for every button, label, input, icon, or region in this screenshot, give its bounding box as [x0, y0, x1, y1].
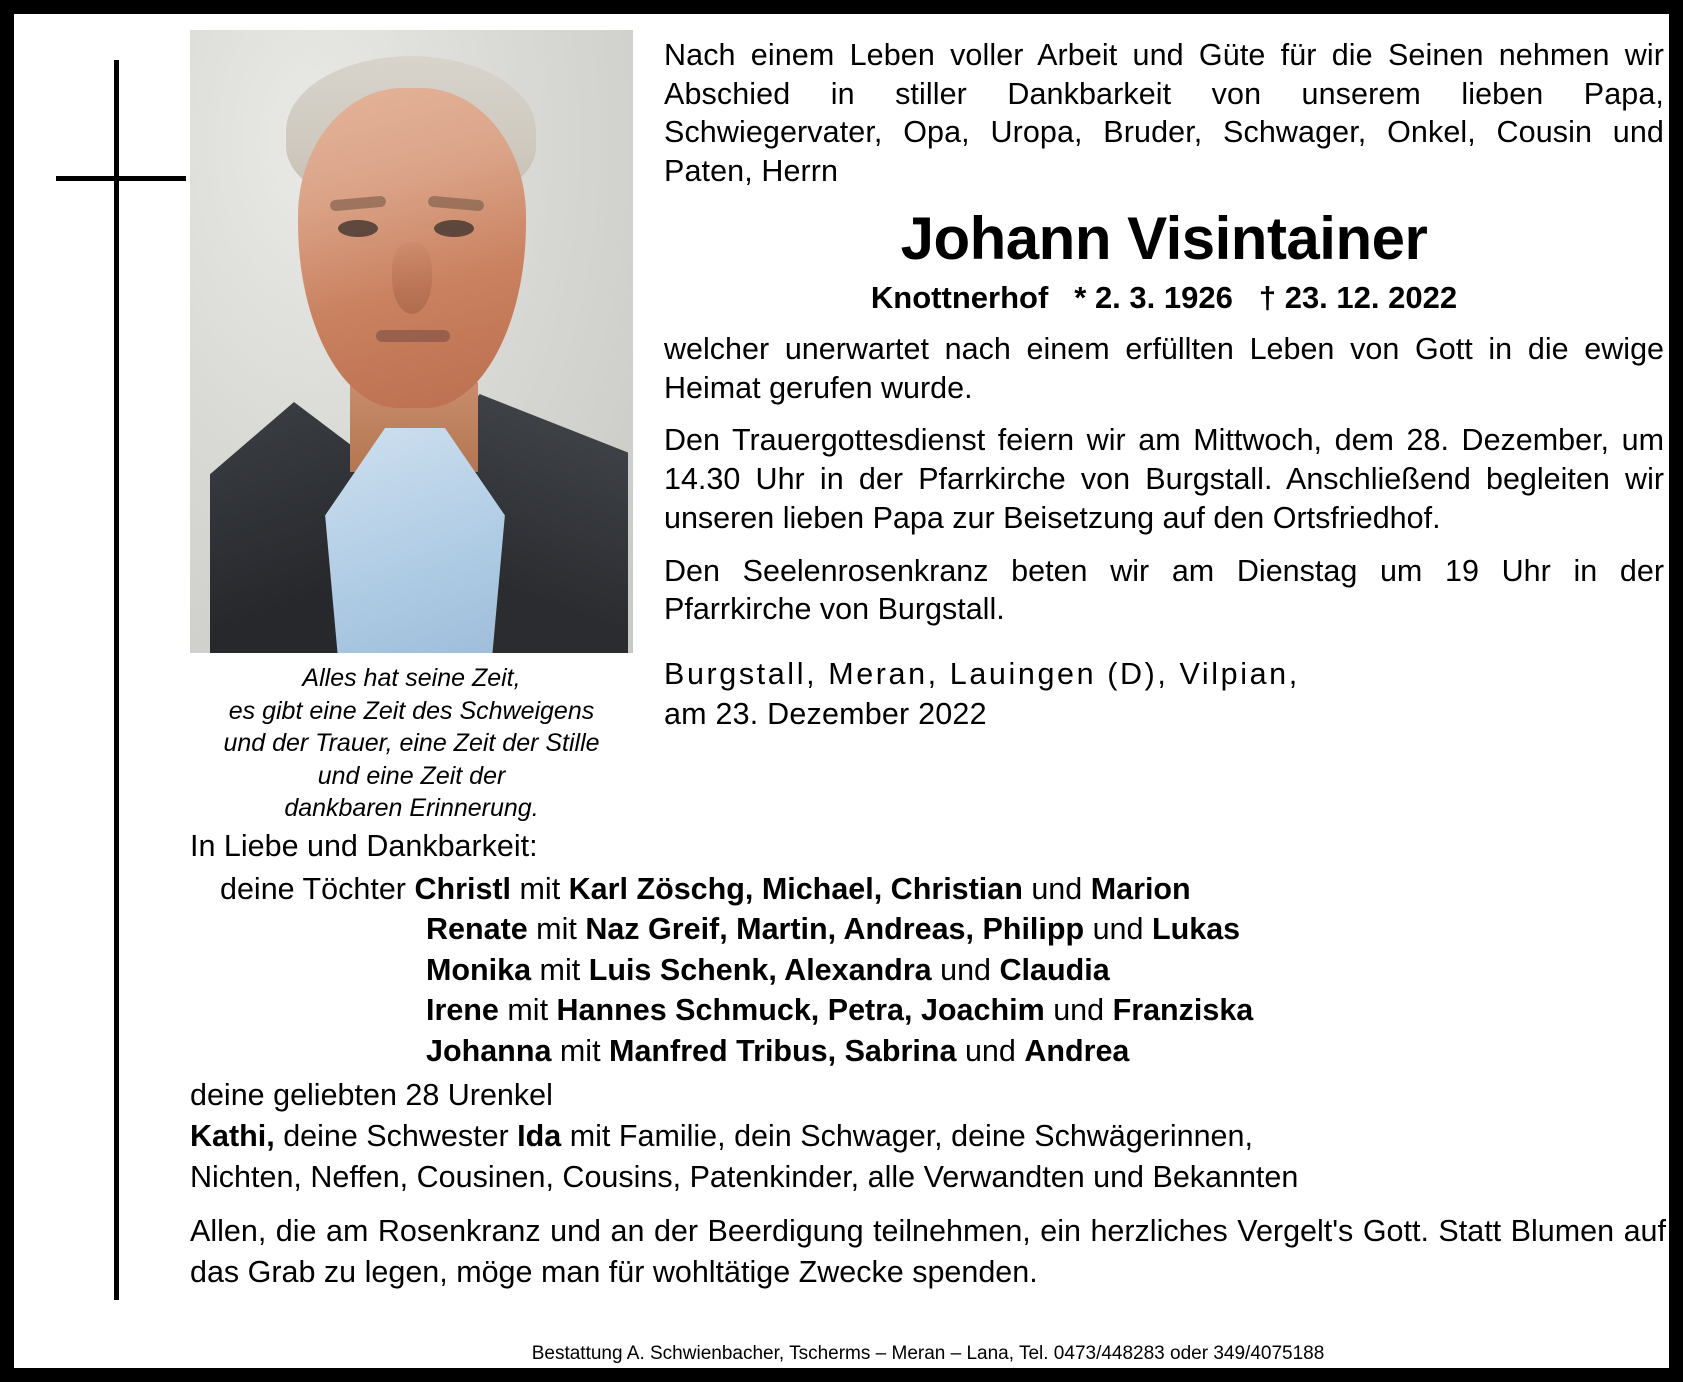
places-line: Burgstall, Meran, Lauingen (D), Vilpian, — [664, 657, 1300, 692]
paragraph-called-home: welcher unerwartet nach einem erfüllten Leben von Gott in die ewige Heimat gerufen wurde. — [664, 331, 1664, 405]
memorial-poem: Alles hat seine Zeit, es gibt eine Zeit des Schweigens und der Trauer, eine Zeit der Stille und eine Zeit der dankbaren Erinnerung. — [223, 664, 600, 822]
farm-name: Knottnerhof — [870, 279, 1049, 315]
birth-date: * 2. 3. 1926 — [1074, 279, 1233, 315]
great-grandchildren-line: deine geliebten 28 Urenkel — [190, 1078, 553, 1113]
deceased-name: Johann Visintainer — [900, 204, 1428, 272]
main-text-column — [664, 36, 1664, 734]
eye-left — [338, 220, 378, 237]
family-row: Irene mit Hannes Schmuck, Petra, Joachim und Franziska — [426, 993, 1254, 1028]
mouth — [376, 330, 450, 342]
lead-paragraph: Nach einem Leben voller Arbeit und Güte für die Seinen nehmen wir Abschied in stiller Dankbarkeit von unserem lieben Papa, Schwiegervater, Opa, Uropa, Bruder, Schwager, Onkel, Cousin und Paten, Herrn — [664, 38, 1664, 189]
eye-right — [434, 220, 474, 237]
cross-vertical-bar — [114, 60, 119, 1300]
family-list — [190, 869, 1666, 1072]
notice-date: am 23. Dezember 2022 — [664, 696, 987, 731]
paragraph-funeral-service: Den Trauergottesdienst feiern wir am Mittwoch, dem 28. Dezember, um 14.30 Uhr in der Pfarrkirche von Burgstall. Anschließend begleiten wir unseren lieben Papa zur Beisetzung auf den Ortsfriedhof. — [664, 423, 1664, 535]
life-dates — [664, 280, 1664, 316]
family-block — [190, 826, 1666, 1292]
nose — [392, 242, 432, 314]
relatives-line: Kathi, deine Schwester Ida mit Familie, dein Schwager, deine Schwägerinnen, Nichten, Neffen, Cousinen, Cousins, Patenkinder, alle Verwandten und Bekannten — [190, 1118, 1299, 1194]
family-row: Monika mit Luis Schenk, Alexandra und Claudia — [426, 952, 1110, 987]
undertaker-line: Bestattung A. Schwienbacher, Tscherms – Meran – Lana, Tel. 0473/448283 oder 349/4075188 — [531, 1343, 1325, 1365]
family-row: Renate mit Naz Greif, Martin, Andreas, Philipp und Lukas — [426, 912, 1241, 947]
notice-inner — [14, 14, 1669, 1368]
family-row: Johanna mit Manfred Tribus, Sabrina und Andrea — [426, 1033, 1130, 1068]
portrait-photo — [190, 30, 633, 653]
family-intro: In Liebe und Dankbarkeit: — [190, 829, 538, 863]
paragraph-rosary: Den Seelenrosenkranz beten wir am Dienstag um 19 Uhr in der Pfarrkirche von Burgstall. — [664, 553, 1664, 627]
cross-horizontal-bar — [56, 176, 186, 181]
death-date: † 23. 12. 2022 — [1258, 279, 1458, 315]
places-and-date — [664, 655, 1664, 734]
thanks-paragraph: Allen, die am Rosenkranz und an der Beerdigung teilnehmen, ein herzliches Vergelt's Gott. Statt Blumen auf das Grab zu legen, möge man für wohltätige Zwecke spenden. — [190, 1214, 1666, 1289]
family-row: deine Töchter Christl mit Karl Zöschg, Michael, Christian und Marion — [220, 871, 1191, 906]
cross-icon — [56, 60, 186, 1300]
